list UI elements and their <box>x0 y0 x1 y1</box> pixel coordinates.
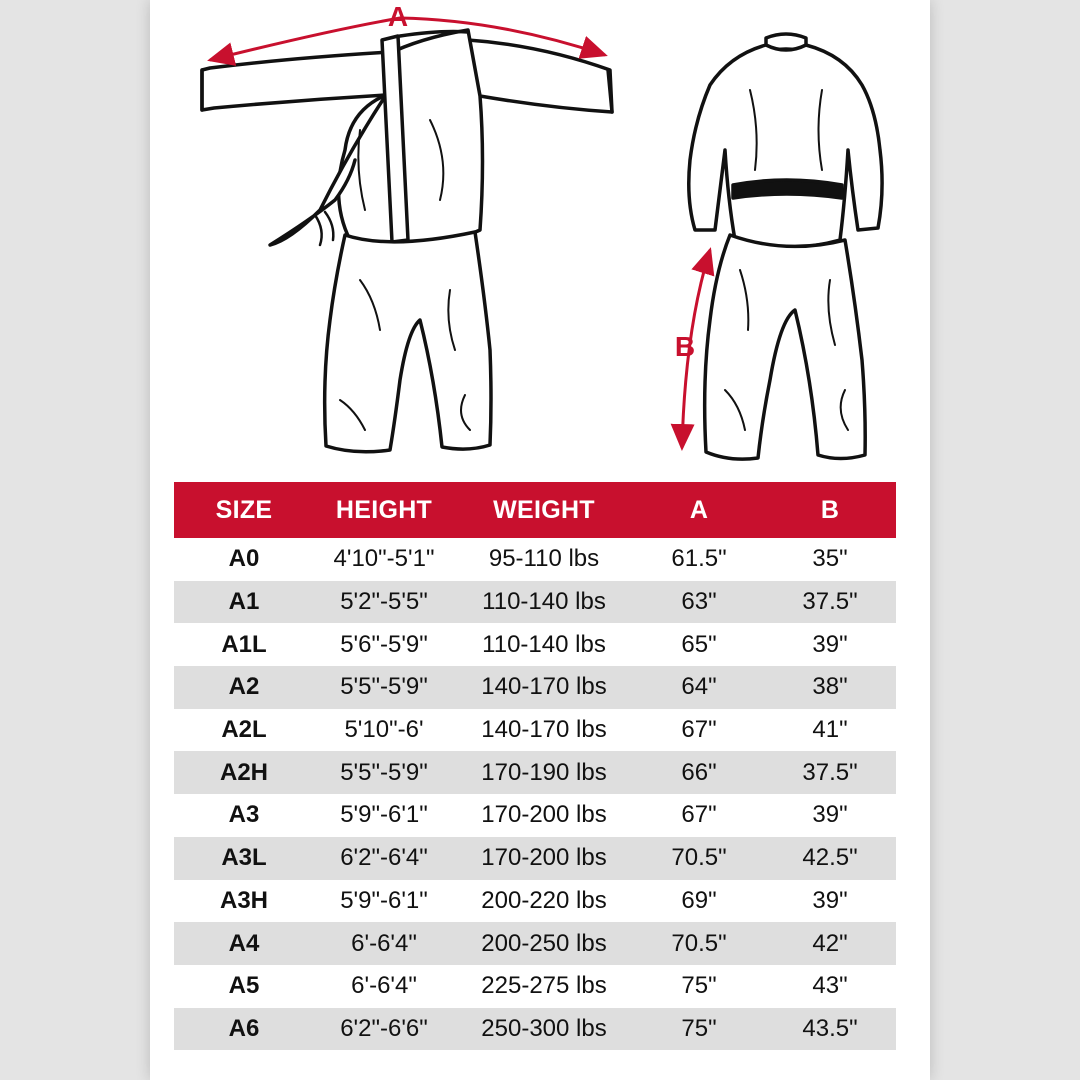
cell-size: A0 <box>228 545 260 573</box>
size-table <box>174 482 896 1050</box>
cell-weight: 110-140 lbs <box>482 630 606 658</box>
cell-size: A2L <box>221 716 267 744</box>
cell-height: 6'-6'4" <box>351 972 417 1000</box>
header-weight: WEIGHT <box>493 495 595 524</box>
cell-size: A1L <box>221 630 267 658</box>
cell-a: 69" <box>681 886 717 914</box>
table-row <box>174 581 896 624</box>
table-row <box>174 623 896 666</box>
cell-weight: 140-170 lbs <box>481 716 607 744</box>
cell-size: A1 <box>228 588 260 616</box>
cell-weight: 200-220 lbs <box>481 886 607 914</box>
cell-size: A3H <box>219 886 268 914</box>
cell-b: 38" <box>812 673 848 701</box>
cell-height: 5'9"-6'1" <box>340 801 428 829</box>
table-row <box>174 837 896 880</box>
table-row <box>174 1008 896 1051</box>
table-row <box>174 751 896 794</box>
cell-b: 39" <box>812 801 848 829</box>
cell-size: A6 <box>228 1014 260 1042</box>
cell-size: A2 <box>228 673 260 701</box>
cell-height: 5'2"-5'5" <box>340 588 428 616</box>
cell-weight: 110-140 lbs <box>482 588 606 616</box>
cell-weight: 95-110 lbs <box>488 545 600 573</box>
cell-size: A3L <box>221 844 267 872</box>
cell-size: A3 <box>228 801 260 829</box>
size-chart-card <box>150 0 930 1080</box>
table-row <box>174 965 896 1008</box>
cell-weight: 140-170 lbs <box>481 673 607 701</box>
cell-b: 35" <box>812 545 848 573</box>
cell-size: A2H <box>219 758 268 786</box>
cell-b: 37.5" <box>802 588 858 616</box>
cell-a: 67" <box>681 801 717 829</box>
cell-weight: 225-275 lbs <box>481 972 607 1000</box>
cell-b: 37.5" <box>802 758 858 786</box>
cell-a: 75" <box>681 1014 717 1042</box>
table-row <box>174 880 896 923</box>
table-row <box>174 538 896 581</box>
cell-height: 5'5"-5'9" <box>340 673 428 701</box>
cell-a: 64" <box>681 673 717 701</box>
front-gi-icon <box>202 30 612 452</box>
cell-a: 66" <box>681 758 717 786</box>
cell-weight: 200-250 lbs <box>481 929 607 957</box>
cell-height: 6'-6'4" <box>351 929 417 957</box>
cell-b: 41" <box>812 716 848 744</box>
cell-height: 4'10"-5'1" <box>333 545 435 573</box>
cell-a: 70.5" <box>671 844 727 872</box>
cell-a: 75" <box>681 972 717 1000</box>
cell-a: 65" <box>681 630 717 658</box>
cell-height: 5'10"-6' <box>344 716 424 744</box>
cell-size: A5 <box>228 972 260 1000</box>
cell-height: 5'5"-5'9" <box>340 758 428 786</box>
cell-height: 5'6"-5'9" <box>340 630 428 658</box>
cell-height: 6'2"-6'6" <box>340 1014 428 1042</box>
cell-a: 63" <box>681 588 717 616</box>
cell-weight: 170-200 lbs <box>481 801 607 829</box>
cell-weight: 250-300 lbs <box>481 1014 607 1042</box>
size-table-header <box>174 482 896 538</box>
cell-b: 43" <box>812 972 848 1000</box>
back-gi-icon <box>689 34 882 459</box>
cell-a: 70.5" <box>671 929 727 957</box>
cell-a: 61.5" <box>671 545 727 573</box>
gi-measurement-diagram <box>150 0 930 480</box>
table-row <box>174 709 896 752</box>
header-size: SIZE <box>215 495 273 524</box>
table-row <box>174 794 896 837</box>
table-row <box>174 666 896 709</box>
cell-b: 43.5" <box>802 1014 858 1042</box>
cell-weight: 170-190 lbs <box>481 758 607 786</box>
table-row <box>174 922 896 965</box>
cell-height: 6'2"-6'4" <box>340 844 428 872</box>
header-height: HEIGHT <box>335 495 433 524</box>
measurement-b-label: B <box>674 331 696 362</box>
size-table-body <box>174 538 896 1050</box>
cell-b: 42.5" <box>802 844 858 872</box>
cell-a: 67" <box>681 716 717 744</box>
cell-b: 39" <box>812 630 848 658</box>
cell-b: 42" <box>812 929 848 957</box>
cell-weight: 170-200 lbs <box>481 844 607 872</box>
gi-illustration-svg <box>150 0 930 480</box>
header-a: A <box>689 495 709 524</box>
cell-height: 5'9"-6'1" <box>340 886 428 914</box>
cell-b: 39" <box>812 886 848 914</box>
measurement-a-label: A <box>387 1 409 32</box>
cell-size: A4 <box>228 929 260 957</box>
header-b: B <box>820 495 840 524</box>
